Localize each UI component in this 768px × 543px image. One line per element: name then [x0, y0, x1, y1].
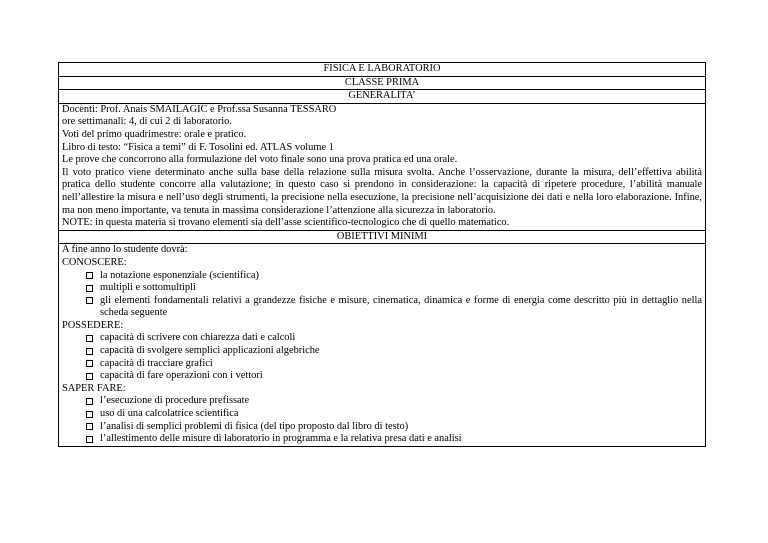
list-item-text: multipli e sottomultipli: [100, 282, 196, 294]
checkbox-bullet-icon: [86, 297, 93, 304]
section-label: SAPER FARE:: [62, 382, 126, 394]
subject-title: FISICA E LABORATORIO: [323, 63, 441, 74]
general-section: [59, 103, 705, 230]
section-label: POSSEDERE:: [62, 319, 124, 331]
list-item: [62, 370, 702, 383]
textbook-line: Libro di testo: “Fisica a temi” di F. Tosolini ed. ATLAS volume 1: [62, 141, 334, 153]
list-item-text: capacità di fare operazioni con i vettori: [100, 370, 263, 382]
checkbox-bullet-icon: [86, 436, 93, 443]
list-item: [62, 395, 702, 408]
list-item: [62, 358, 702, 371]
objectives-list: [62, 395, 702, 445]
checkbox-bullet-icon: [86, 373, 93, 380]
list-item-text: gli elementi fondamentali relativi a grandezze fisiche e misure, cinematica, dinamica e forme di energia come descritto più in dettaglio nella scheda seguente: [100, 294, 702, 319]
objectives-list: [62, 332, 702, 382]
checkbox-bullet-icon: [86, 360, 93, 367]
objectives-heading: OBIETTIVI MINIMI: [59, 230, 705, 244]
note-line: NOTE: in questa materia si trovano elementi sia dell’asse scientifico-tecnologico che di quello matematico.: [62, 217, 510, 229]
checkbox-bullet-icon: [86, 398, 93, 405]
list-item-text: uso di una calcolatrice scientifica: [100, 408, 239, 420]
checkbox-bullet-icon: [86, 285, 93, 292]
weekly-hours-line: ore settimanali: 4, di cui 2 di laboratorio.: [62, 116, 232, 128]
objectives-group: [62, 257, 702, 320]
checkbox-bullet-icon: [86, 272, 93, 279]
objectives-section: [59, 243, 705, 446]
checkbox-bullet-icon: [86, 423, 93, 430]
section-label: CONOSCERE:: [62, 256, 127, 268]
list-item: [62, 332, 702, 345]
class-title: CLASSE PRIMA: [59, 76, 705, 90]
list-item: [62, 270, 702, 283]
objectives-sections: [62, 257, 702, 446]
list-item: [62, 282, 702, 295]
checkbox-bullet-icon: [86, 411, 93, 418]
list-item: [62, 421, 702, 434]
objectives-group: [62, 320, 702, 383]
list-item: [62, 345, 702, 358]
list-item-text: la notazione esponenziale (scientifica): [100, 269, 259, 281]
document-table: [58, 62, 706, 447]
final-grade-line: Le prove che concorrono alla formulazione del voto finale sono una prova pratica ed una orale.: [62, 154, 458, 166]
teachers-line: Docenti: Prof. Anais SMAILAGIC e Prof.ssa Susanna TESSARO: [62, 103, 337, 115]
list-item-text: capacità di svolgere semplici applicazioni algebriche: [100, 345, 320, 357]
list-item-text: capacità di scrivere con chiarezza dati e calcoli: [100, 332, 296, 344]
list-item-text: l’esecuzione di procedure prefissate: [100, 395, 250, 407]
list-item-text: l’allestimento delle misure di laboratorio in programma e la relativa presa dati e analisi: [100, 433, 462, 445]
list-item: [62, 295, 702, 320]
list-item: [62, 433, 702, 446]
list-item: [62, 408, 702, 421]
list-item-text: l’analisi di semplici problemi di fisica (del tipo proposto dal libro di testo): [100, 420, 409, 432]
checkbox-bullet-icon: [86, 335, 93, 342]
list-item-text: capacità di tracciare grafici: [100, 357, 213, 369]
practical-grade-paragraph: Il voto pratico viene determinato anche sulla base della relazione sulla misura svolta. Anche l’osservazione, durante la misura, dell’effettiva abilità pratica dello studente concorre alla valutazione; in questo caso si prendono in considerazione: la capacità di ripetere procedure, l’abilità manuale nell’allestire la misura e nell’uso degli strumenti, la precisione nella esecuzione, la precisione nell’acquisizione dei dati e nella loro elaborazione. Infine, ma non meno importante, va tenuta in massima considerazione l’attenzione alla sicurezza in laboratorio.: [62, 166, 702, 216]
objectives-list: [62, 270, 702, 320]
objectives-intro: A fine anno lo studente dovrà:: [62, 244, 188, 256]
checkbox-bullet-icon: [86, 348, 93, 355]
first-term-grades-line: Voti del primo quadrimestre: orale e pratico.: [62, 128, 247, 140]
general-heading: GENERALITA’: [59, 89, 705, 103]
objectives-group: [62, 383, 702, 446]
